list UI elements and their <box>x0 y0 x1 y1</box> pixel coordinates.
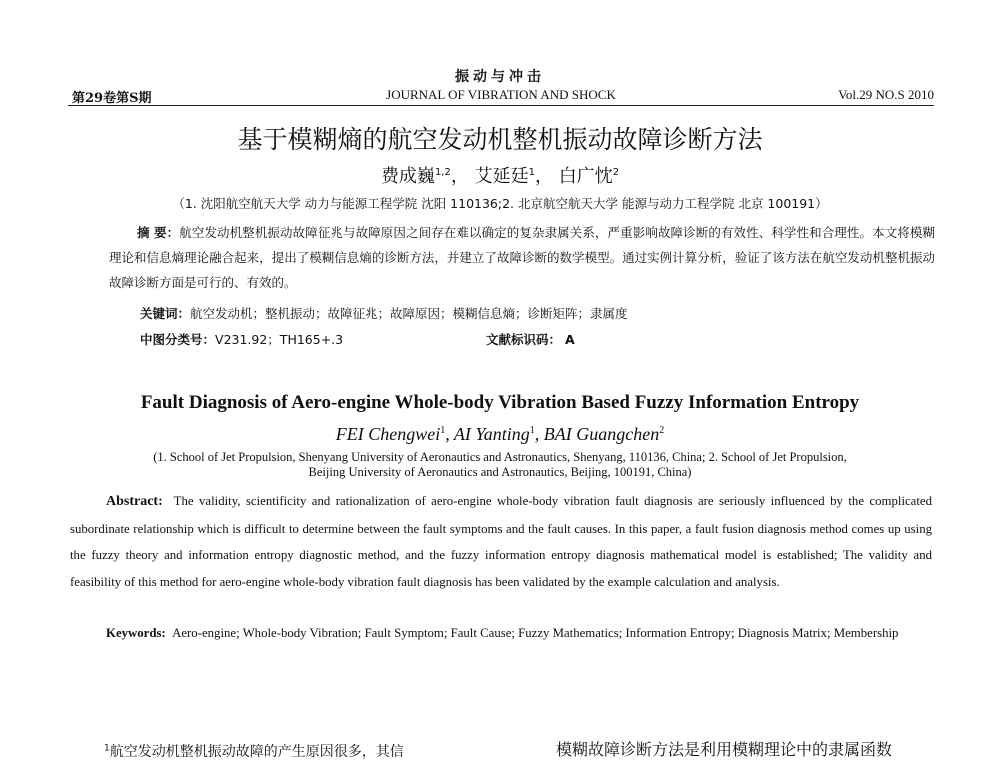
author-1-cn: 费成巍 <box>380 166 435 187</box>
author-2-cn: 艾延廷 <box>474 166 529 187</box>
author-2-en-affil: 1 <box>529 425 535 436</box>
author-3-cn: 白广忱 <box>558 166 613 187</box>
affiliation-en-line2: Beijing University of Aeronautics and Astronautics, Beijing, 100191, China) <box>308 465 692 479</box>
keywords-en-label: Keywords: <box>106 626 166 640</box>
body-left-footnote-mark: 1 <box>104 743 110 754</box>
doc-code-label: 文献标识码： <box>486 332 562 347</box>
document-code <box>486 330 575 348</box>
abstract-en-label: Abstract: <box>106 494 163 509</box>
journal-name-en: JOURNAL OF VIBRATION AND SHOCK <box>386 87 616 102</box>
author-3-en-affil: 2 <box>659 425 665 436</box>
affiliation-cn: （1. 沈阳航空航天大学 动力与能源工程学院 沈阳 110136;2. 北京航空航天大学 能源与动力工程学院 北京 100191） <box>172 196 828 211</box>
author-sep: , <box>534 424 540 444</box>
journal-name-cn: 振动与冲击 <box>455 69 545 85</box>
authors-en <box>0 424 1000 445</box>
abstract-en <box>70 488 932 595</box>
abstract-cn <box>109 220 935 295</box>
page-title-cn: 基于模糊熵的航空发动机整机振动故障诊断方法 <box>237 125 763 154</box>
keywords-cn-text: 航空发动机；整机振动；故障征兆；故障原因；模糊信息熵；诊断矩阵；隶属度 <box>190 306 628 321</box>
body-left-text: 航空发动机整机振动故障的产生原因很多，其信 <box>109 744 404 760</box>
author-sep: ， <box>450 166 469 187</box>
abstract-cn-text: 航空发动机整机振动故障征兆与故障原因之间存在难以确定的复杂隶属关系，严重影响故障诊断的有效性、科学性和合理性。本文将模糊理论和信息熵理论融合起来，提出了模糊信息熵的诊断方法，并建立了故障诊断的数学模型。通过实例计算分析，验证了该方法在航空发动机整机振动故障诊断方面是可行的、有效的。 <box>109 225 935 290</box>
abstract-cn-label: 摘 要： <box>137 225 180 240</box>
author-3-cn-affil: 2 <box>612 167 620 178</box>
abstract-en-text: The validity, scientificity and rationalization of aero-engine whole-body vibration fault diagnosis are seriously influenced by the complicated subordinate relationship which is difficult to determine between the fault symptoms and the fault causes. In this paper, a fault fusion diagnosis method comes up using the fuzzy theory and information entropy diagnostic method, and the fuzzy information entropy diagnosis mathematical model is established; The validity and feasibility of this method for aero-engine whole-body vibration fault diagnosis has been validated by the example calculation and analysis. <box>70 494 932 589</box>
volume-en: Vol.29 NO.S 2010 <box>838 87 934 102</box>
volume-cn: 第29卷第S期 <box>72 91 152 106</box>
keywords-cn <box>140 304 930 322</box>
author-3-en: BAI Guangchen <box>543 424 660 444</box>
author-sep: ， <box>534 166 553 187</box>
author-2-en: AI Yanting <box>453 424 530 444</box>
author-1-en: FEI Chengwei <box>335 424 441 444</box>
affiliation-en <box>70 450 930 480</box>
page-title-en: Fault Diagnosis of Aero-engine Whole-body Vibration Based Fuzzy Information Entropy <box>140 392 860 413</box>
keywords-en <box>70 620 932 647</box>
classification-value: V231.92；TH165+.3 <box>215 332 344 347</box>
author-2-cn-affil: 1 <box>528 167 535 178</box>
keywords-en-text: Aero-engine; Whole-body Vibration; Fault Symptom; Fault Cause; Fuzzy Mathematics; Information Entropy; Diagnosis Matrix; Membership <box>172 626 899 640</box>
body-text-left <box>104 741 484 761</box>
keywords-cn-label: 关键词： <box>140 306 191 321</box>
classification-row <box>140 330 930 348</box>
author-1-cn-affil: 1,2 <box>434 167 451 178</box>
classification-label: 中图分类号： <box>140 332 216 347</box>
body-text-right: 模糊故障诊断方法是利用模糊理论中的隶属函数 <box>556 740 893 759</box>
running-header <box>68 87 934 106</box>
author-1-en-affil: 1 <box>440 425 446 436</box>
affiliation-en-line1: (1. School of Jet Propulsion, Shenyang University of Aeronautics and Astronautics, Shenyang, 110136, China; 2. School of Jet Propulsion, <box>153 450 847 464</box>
authors-cn <box>0 162 1000 188</box>
author-sep: , <box>445 424 450 444</box>
doc-code-value: A <box>565 332 575 347</box>
